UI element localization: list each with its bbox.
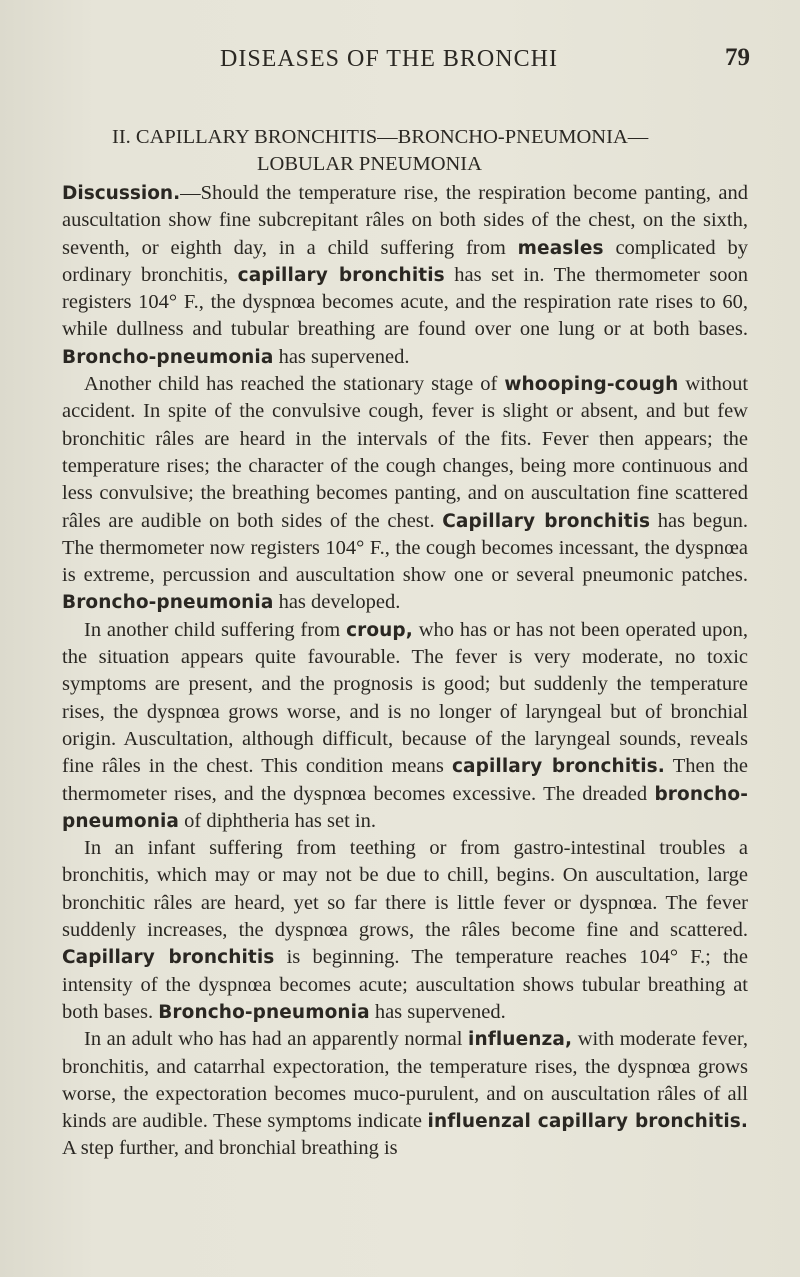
text: In an adult who has had an apparently normal (84, 1028, 463, 1051)
text: without accident. In spite of the convulsive cough, fever is slight or absent, and but few bronchitic râles are heard in the intervals of the fits. Fever then appears; the temperature rises; the character of the cough changes, being more continuous and less convulsive; the breathing becomes panting, and on auscultation fine scattered râles are audible on both sides of the chest. (62, 373, 749, 532)
text: with moderate fever, bronchitis, and catarrhal expectoration, the temperature rises, the dyspnœa grows worse, the expectoration becomes muco-purulent, and on auscultation râles of all kinds are audible. These symptoms indicate (62, 1028, 749, 1133)
keyword: whooping-cough (504, 374, 679, 396)
keyword: Broncho-pneumonia (62, 346, 274, 368)
section-heading (112, 124, 712, 178)
text: has supervened. (278, 345, 410, 368)
text: In another child suffering from (84, 618, 341, 641)
section-heading-line-2: LOBULAR PNEUMONIA (257, 153, 482, 175)
body-text (62, 180, 748, 1163)
paragraph-discussion (62, 180, 748, 371)
text: Then the thermometer rises, and the dyspnœa becomes excessive. The dreaded (62, 755, 749, 805)
text: Another child has reached the stationary stage of (84, 373, 498, 396)
text: complicated by ordinary bronchitis, (62, 236, 748, 286)
text: has supervened. (374, 1000, 506, 1023)
text: of diphtheria has set in. (184, 809, 376, 832)
keyword: croup, (346, 619, 413, 641)
keyword: Broncho-pneumonia (62, 592, 274, 614)
keyword: Capillary bronchitis (442, 510, 651, 532)
text: who has or has not been operated upon, the situation appears quite favourable. The fever is very moderate, no toxic symptoms are present, and the prognosis is good; but suddenly the temperature rises, the dyspnœa grows worse, and is no longer of laryngeal but of bronchial origin. Auscultation, although difficult, because of the laryngeal sounds, reveals fine râles in the chest. This condition means (62, 618, 748, 778)
paragraph-infant (62, 835, 748, 1026)
page-header (60, 44, 750, 84)
keyword: influenzal capillary bronchitis. (427, 1111, 749, 1133)
text: has set in. The thermometer soon registers 104° F., the dyspnœa becomes acute, and the respiration rate rises to 60, while dullness and tubular breathing are found over one lung or at both bases. (62, 263, 749, 341)
keyword: Broncho-pneumonia (158, 1001, 370, 1023)
page-number: 79 (725, 44, 750, 71)
text: —Should the temperature rise, the respiration become panting, and auscultation show fine subcrepitant râles on both sides of the chest, on the sixth, seventh, or eighth day, in a child suffering from (62, 182, 748, 259)
text: A step further, and bronchial breathing is (62, 1137, 398, 1160)
paragraph-croup (62, 617, 748, 835)
keyword: influenza, (468, 1029, 573, 1051)
paragraph-whooping-cough (62, 371, 748, 617)
section-heading-line-1: II. CAPILLARY BRONCHITIS—BRONCHO-PNEUMONIA— (112, 126, 649, 148)
text: In an infant suffering from teething or from gastro-intestinal troubles a bronchitis, which may or may not be due to chill, begins. On auscultation, large bronchitic râles are heard, yet so far there is little fever or dyspnœa. The fever suddenly increases, the dyspnœa grows, the râles become fine and scattered. (62, 837, 748, 942)
paragraph-influenza (62, 1026, 748, 1162)
text: is beginning. The temperature reaches 104° F.; the intensity of the dyspnœa becomes acute; auscultation shows tubular breathing at both bases. (62, 946, 749, 1023)
keyword: measles (517, 237, 604, 259)
text: has developed. (278, 591, 401, 614)
keyword: Capillary bronchitis (62, 947, 275, 969)
keyword: capillary bronchitis (237, 264, 445, 286)
keyword: broncho-pneumonia (62, 783, 749, 832)
running-title: DISEASES OF THE BRONCHI (220, 46, 558, 72)
keyword: capillary bronchitis. (451, 756, 665, 778)
text: has begun. The thermometer now registers 104° F., the cough becomes incessant, the dyspnœa is extreme, percussion and auscultation show one or several pneumonic patches. (62, 509, 748, 587)
discussion-lead: Discussion. (62, 183, 181, 204)
